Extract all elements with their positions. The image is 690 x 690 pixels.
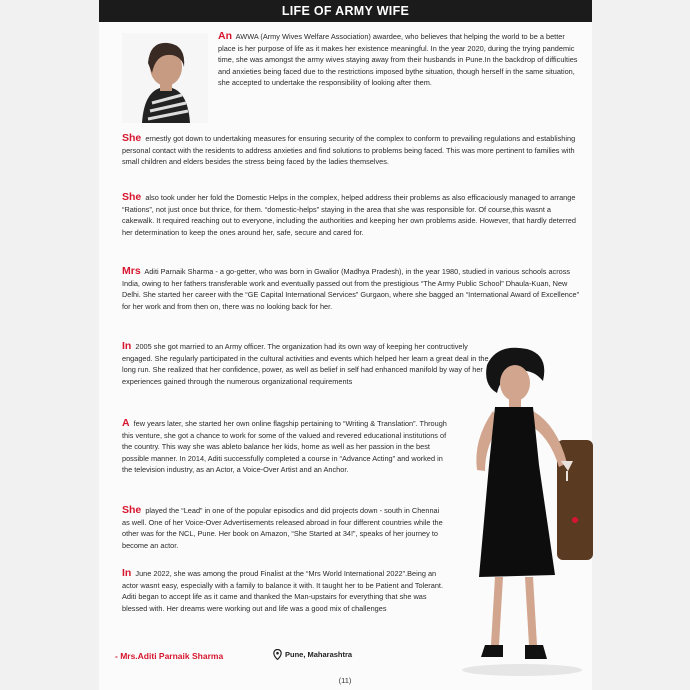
location-tag: [273, 649, 352, 660]
paragraph-text: AWWA (Army Wives Welfare Association) awardee, who believes that helping the world to be a better place is her purpose of life as it makes her existence meaningful. In the year 2020, during the trying pandemic time, she was amongst the army wives staying away from their husbands in Pune.In the backdrop of difficulties and anxieties being faced due to the restrictions imposed bythe situation, though herself in the same situation, she accepted to undertake the responsibility of looking after them.: [218, 32, 578, 88]
paragraph-6: [122, 418, 447, 476]
drop-initial: She: [122, 132, 142, 144]
map-pin-icon: [273, 649, 282, 660]
paragraph-8: [122, 568, 447, 614]
drop-initial: A: [122, 417, 130, 429]
location-text: Pune, Maharashtra: [285, 650, 353, 659]
paragraph-text: 2005 she got married to an Army officer. The organization had its own way of keeping her contructively engaged. She regularly participated in the cultural activities and events which helped her learn a great deal in the long run. She realized that her confidence, power, as well as belief in self had enhanced manifold by way of her experiences gained through the numerous organizational requirements: [122, 342, 489, 386]
portrait-photo: [122, 33, 208, 123]
paragraph-1: [218, 31, 580, 89]
paragraph-text: also took under her fold the Domestic Helps in the complex, helped address their problems as also efficaciously managed to arrange “Rations”, not just once but thrice, for them. “domestic-helps” staying in the area that she was responsible for. Of course,this wasnt a cakewalk. It required reaching out to everyone, including the authorities and keeping her own problems aside. However, that hardly deterred her determination to keep the ones around her, safe, secure and cared for.: [122, 193, 576, 237]
paragraph-text: ernestly got down to undertaking measures for ensuring security of the complex to conform to prevailing regulations and establishing personal contact with the residents to address anxieties and find solutions to problems being faced. This was more pertinent to families with small children and elders besides the stress being faced by the ladies themselves.: [122, 134, 576, 167]
paragraph-text: few years later, she started her own online flagship pertaining to “Writing & Translation”. Through this venture, she got a chance to work for some of the valued and revered educational institutions of the country. This way she was ableto balance her kids, home as well as her passion in the best possible manner. In 2014, Aditi successfully completed a course in “Advance Acting” and worked in the television industry, as an Actor, a Voice-Over Artist and an Anchor.: [122, 419, 447, 475]
paragraph-3: [122, 192, 580, 238]
paragraph-4: [122, 266, 580, 312]
paragraph-5: [122, 341, 490, 387]
drop-initial: An: [218, 30, 232, 42]
standing-woman-photo: [437, 345, 607, 680]
drop-initial: Mrs: [122, 265, 141, 277]
page-number: (11): [338, 676, 352, 685]
paragraph-text: Aditi Parnaik Sharma - a go-getter, who was born in Gwalior (Madhya Pradesh), in the year 1980, studied in various schools across India, owing to her fathers transferable work and eventually passed out from the prestigious “The Army Public School” Dhaula-Kuan, New Delhi. She started her career with the “GE Capital International Services” Gurgaon, where she bagged an “International Award of Excellence” for her work and from then on, there was no looking back for her.: [122, 267, 580, 311]
paragraph-7: [122, 505, 447, 551]
drop-initial: In: [122, 340, 132, 352]
page-title: LIFE OF ARMY WIFE: [99, 0, 592, 22]
paragraph-text: June 2022, she was among the proud Finalist at the “Mrs World International 2022”.Being an actor wasnt easy, especially with a family to balance it with. It taught her to be Patient and Tolerant. Aditi began to accept life as it came and thanked the Man-upstairs for everything that she was blessed with. Her dreams were working out and life was a good mix of challenges: [122, 569, 443, 613]
paragraph-2: [122, 133, 580, 168]
drop-initial: She: [122, 504, 142, 516]
drop-initial: In: [122, 567, 132, 579]
drop-initial: She: [122, 191, 142, 203]
paragraph-text: played the “Lead” in one of the popular episodics and did projects down - south in Chennai as well. One of her Voice-Over Advertisements released abroad in four different countries while the other was for the NCL, Pune. Her book on Amazon, “She Started at 34!”, speaks of her journey to become an actor.: [122, 506, 443, 550]
author-signature: - Mrs.Aditi Parnaik Sharma: [115, 651, 224, 661]
